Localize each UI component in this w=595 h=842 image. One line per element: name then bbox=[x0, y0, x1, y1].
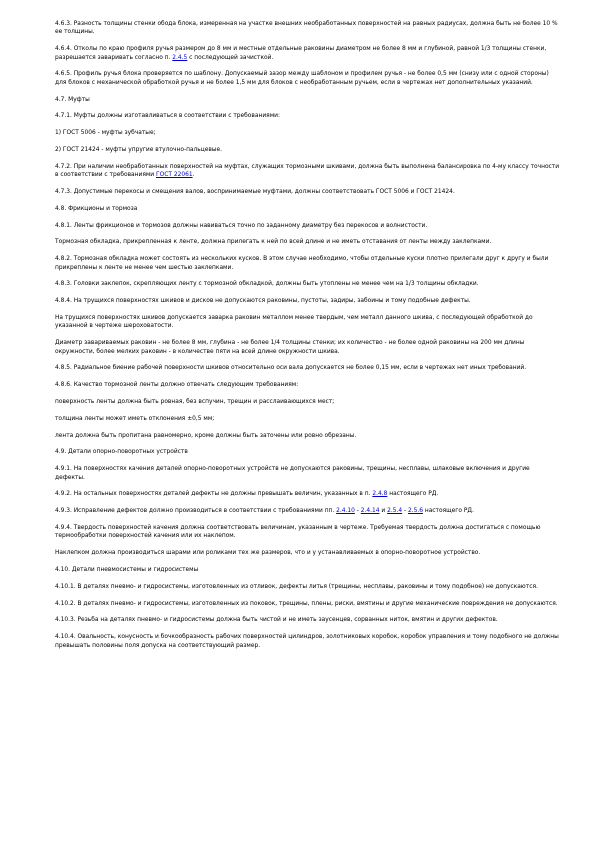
paragraph-text: 4.6.3. Разность толщины стенки обода блока, измеренная на участке внешних необработанных поверхностей на равных радиусах, должна быть не более 10 % ее толщины. bbox=[55, 21, 558, 36]
paragraph bbox=[55, 280, 560, 288]
paragraph bbox=[55, 432, 560, 440]
reference-link[interactable]: 2.5.6 bbox=[407, 508, 423, 515]
paragraph bbox=[55, 583, 560, 591]
paragraph bbox=[55, 222, 560, 230]
paragraph-text: 4.7.2. При наличии необработанных поверхностей на муфтах, служащих тормозными шкивами, должна быть выполнена балансировка по 4-му классу точности в соответствии с требованиями bbox=[55, 163, 560, 179]
paragraph bbox=[55, 549, 560, 557]
paragraph bbox=[55, 238, 560, 246]
paragraph-text: 4.8.5. Радиальное биение рабочей поверхности шкивов относительно оси вала допускается не более 0,15 мм, если в чертежах нет иных требований. bbox=[55, 365, 527, 372]
paragraph bbox=[55, 507, 560, 515]
paragraph-text: 4.8. Фрикционы и тормоза bbox=[55, 205, 138, 212]
paragraph-text: 4.10.4. Овальность, конусность и бочкообразность рабочих поверхностей цилиндров, золотниковых коробок, коробок управления и тому подобного не должны превышать половины поля допуска на соответствующий размер. bbox=[55, 634, 559, 649]
paragraph bbox=[55, 205, 560, 213]
paragraph-text: 4.8.1. Ленты фрикционов и тормозов должны навиваться точно по заданному диаметру без перекосов и волнистости. bbox=[55, 222, 428, 229]
paragraph-text: Наклепком должна производиться шарами или роликами тех же размеров, что и у устанавливаемых в опорно-поворотное устройство. bbox=[55, 550, 481, 557]
paragraph-text: Тормозная обкладка, прикрепленная к ленте, должна прилегать к ней по всей длине и не иметь отставания от ленты между заклепками. bbox=[55, 239, 492, 246]
paragraph bbox=[55, 566, 560, 574]
paragraph bbox=[55, 448, 560, 456]
paragraph-text: . bbox=[192, 172, 195, 179]
paragraph-text: 4.10.3. Резьба на деталях пневмо- и гидросистемы должна быть чистой и не иметь заусенцев, сорванных ниток, вмятин и других дефектов. bbox=[55, 617, 498, 624]
paragraph bbox=[55, 398, 560, 406]
paragraph bbox=[55, 112, 560, 120]
paragraph-text: настоящего РД. bbox=[387, 491, 439, 498]
paragraph-text: - bbox=[354, 508, 361, 515]
paragraph bbox=[55, 255, 560, 272]
paragraph bbox=[55, 70, 560, 87]
paragraph bbox=[55, 129, 560, 137]
paragraph-text: 2) ГОСТ 21424 - муфты упругие втулочно-пальцевые. bbox=[55, 147, 223, 153]
reference-link[interactable]: ГОСТ 22061 bbox=[156, 172, 193, 179]
paragraph bbox=[55, 600, 560, 608]
paragraph-text: На трущихся поверхностях шкивов допускается заварка раковин металлом менее твердым, чем металл данного шкива, с последующей обработкой до указанной в чертеже шероховатости. bbox=[55, 314, 533, 330]
paragraph-text: с последующей зачисткой. bbox=[187, 54, 274, 61]
paragraph bbox=[55, 146, 560, 154]
paragraph-text: 4.9.2. На остальных поверхностях деталей дефекты не должны превышать величин, указанных в п. bbox=[55, 491, 373, 498]
paragraph-text: 4.7.3. Допустимые перекосы и смещения валов, воспринимаемые муфтами, должны соответствовать ГОСТ 5006 и ГОСТ 21424. bbox=[55, 189, 455, 195]
paragraph-text: 1) ГОСТ 5006 - муфты зубчатые; bbox=[55, 130, 156, 137]
paragraph bbox=[55, 339, 560, 356]
reference-link[interactable]: 2.4.8 bbox=[372, 491, 388, 498]
paragraph bbox=[55, 96, 560, 104]
paragraph-text: 4.9.3. Исправление дефектов должно производиться в соответствии с требованиями пп. bbox=[55, 508, 337, 515]
paragraph bbox=[55, 465, 560, 482]
document-page bbox=[55, 20, 560, 658]
paragraph-text: 4.6.4. Отколы по краю профиля ручья размером до 8 мм и местные отдельные раковины диаметром не более 8 мм и глубиной, равной 1/3 толщины стенки, разрешается заваривать согласно п. bbox=[55, 46, 547, 61]
paragraph bbox=[55, 314, 560, 331]
paragraph-text: толщина ленты может иметь отклонения ±0,5 мм; bbox=[55, 415, 215, 422]
paragraph bbox=[55, 297, 560, 305]
paragraph-text: и bbox=[379, 508, 388, 515]
paragraph bbox=[55, 633, 560, 650]
paragraph bbox=[55, 364, 560, 372]
paragraph-text: 4.8.4. На трущихся поверхностях шкивов и дисков не допускаются раковины, пустоты, задиры, забоины и тому подобные дефекты. bbox=[55, 298, 471, 305]
paragraph-text: 4.9.1. На поверхностях качения деталей опорно-поворотных устройств не допускаются раковины, трещины, несплавы, шлаковые включения и другие дефекты. bbox=[55, 466, 530, 481]
paragraph-text: 4.9.4. Твердость поверхностей качения должна соответствовать величинам, указанным в чертеже. Требуемая твердость должна достигаться с помощью термообработки поверхностей качения или их наклепом. bbox=[55, 524, 541, 540]
paragraph-text: поверхность ленты должна быть ровная, без вспучин, трещин и расслаивающихся мест; bbox=[55, 398, 335, 405]
paragraph-text: 4.7. Муфты bbox=[55, 96, 90, 103]
paragraph-text: Диаметр завариваемых раковин - не более 8 мм, глубина - не более 1/4 толщины стенки; их количество - не более одной раковины на 200 мм длины окружности, более мелких раковин - в количестве пяти на всей длине окружности шкива. bbox=[55, 340, 525, 355]
paragraph-text: настоящего РД. bbox=[422, 508, 474, 515]
paragraph-text: - bbox=[402, 508, 408, 515]
paragraph bbox=[55, 45, 560, 62]
paragraph-text: 4.9. Детали опорно-поворотных устройств bbox=[55, 449, 188, 456]
reference-link[interactable]: 2.4.10 bbox=[336, 508, 355, 515]
paragraph bbox=[55, 20, 560, 37]
paragraph-text: 4.7.1. Муфты должны изготавливаться в соответствии с требованиями: bbox=[55, 113, 280, 120]
paragraph bbox=[55, 163, 560, 180]
paragraph-text: лента должна быть пропитана равномерно, кроме должны быть заточены или ровно обрезаны. bbox=[55, 432, 357, 439]
paragraph-text: 4.10.2. В деталях пневмо- и гидросистемы, изготовленных из поковок, трещины, плены, риски, вмятины и другие механические повреждения не допускаются. bbox=[55, 600, 558, 607]
paragraph-text: 4.8.3. Головки заклепок, скрепляющих ленту с тормозной обкладкой, должны быть утоплены не менее чем на 1/3 толщины обкладки. bbox=[55, 281, 479, 288]
paragraph bbox=[55, 381, 560, 389]
paragraph-text: 4.6.5. Профиль ручья блока проверяется по шаблону. Допускаемый зазор между шаблоном и профилем ручья - не более 0,5 мм (снизу или с одной стороны) для блоков с механической обработкой ручья и не более 1,5 мм для блоков с необработанным ручьем, если в чертежах нет дополнительных указаний. bbox=[55, 71, 549, 86]
paragraph-text: 4.10.1. В деталях пневмо- и гидросистемы, изготовленных из отливок, дефекты литья (трещины, несплавы, раковины и тому подобное) не допускаются. bbox=[55, 583, 538, 590]
paragraph-text: 4.10. Детали пневмосистемы и гидросистемы bbox=[55, 566, 199, 573]
paragraph bbox=[55, 524, 560, 541]
paragraph-text: 4.8.2. Тормозная обкладка может состоять из нескольких кусков. В этом случае необходимо, чтобы отдельные куски плотно прилегали друг к другу и были прикреплены к ленте не менее чем шестью заклепками. bbox=[55, 256, 549, 271]
reference-link[interactable]: 2.4.5 bbox=[172, 54, 188, 61]
reference-link[interactable]: 2.4.14 bbox=[360, 508, 380, 515]
paragraph bbox=[55, 188, 560, 196]
paragraph bbox=[55, 490, 560, 498]
paragraph bbox=[55, 415, 560, 423]
paragraph-text: 4.8.6. Качество тормозной ленты должно отвечать следующим требованиям: bbox=[55, 382, 299, 389]
reference-link[interactable]: 2.5.4 bbox=[387, 508, 403, 515]
paragraph bbox=[55, 616, 560, 624]
